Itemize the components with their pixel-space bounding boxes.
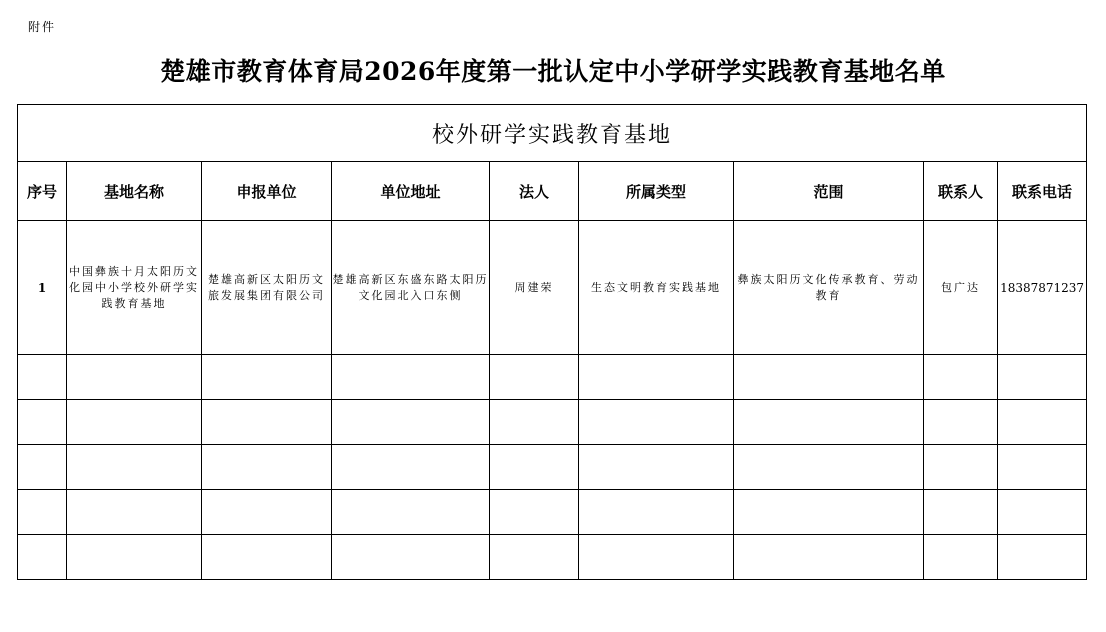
- header-address: 单位地址: [332, 162, 490, 221]
- cell-applicant: 楚雄高新区太阳历文旅发展集团有限公司: [202, 221, 332, 355]
- header-index: 序号: [18, 162, 67, 221]
- empty-table-row: [18, 490, 1087, 535]
- header-contact: 联系人: [924, 162, 998, 221]
- attachment-label: 附件: [28, 20, 57, 34]
- cell-contact: 包广达: [924, 221, 998, 355]
- table-row: [18, 221, 1087, 355]
- cell-legal-person: 周建荣: [490, 221, 579, 355]
- header-scope: 范围: [734, 162, 924, 221]
- cell-type: 生态文明教育实践基地: [579, 221, 734, 355]
- base-list-table: [17, 104, 1087, 580]
- document-title: 楚雄市教育体育局2026年度第一批认定中小学研学实践教育基地名单: [160, 57, 946, 86]
- cell-scope: 彝族太阳历文化传承教育、劳动教育: [734, 221, 924, 355]
- empty-table-row: [18, 355, 1087, 400]
- header-applicant: 申报单位: [202, 162, 332, 221]
- section-title: 校外研学实践教育基地: [18, 105, 1087, 162]
- header-phone: 联系电话: [998, 162, 1087, 221]
- empty-table-row: [18, 445, 1087, 490]
- empty-table-row: [18, 400, 1087, 445]
- cell-address: 楚雄高新区东盛东路太阳历文化园北入口东侧: [332, 221, 490, 355]
- cell-phone: 18387871237: [998, 221, 1087, 355]
- cell-base-name: 中国彝族十月太阳历文化园中小学校外研学实践教育基地: [67, 221, 202, 355]
- header-base-name: 基地名称: [67, 162, 202, 221]
- header-type: 所属类型: [579, 162, 734, 221]
- cell-index: 1: [18, 221, 67, 355]
- empty-table-row: [18, 535, 1087, 580]
- header-legal-person: 法人: [490, 162, 579, 221]
